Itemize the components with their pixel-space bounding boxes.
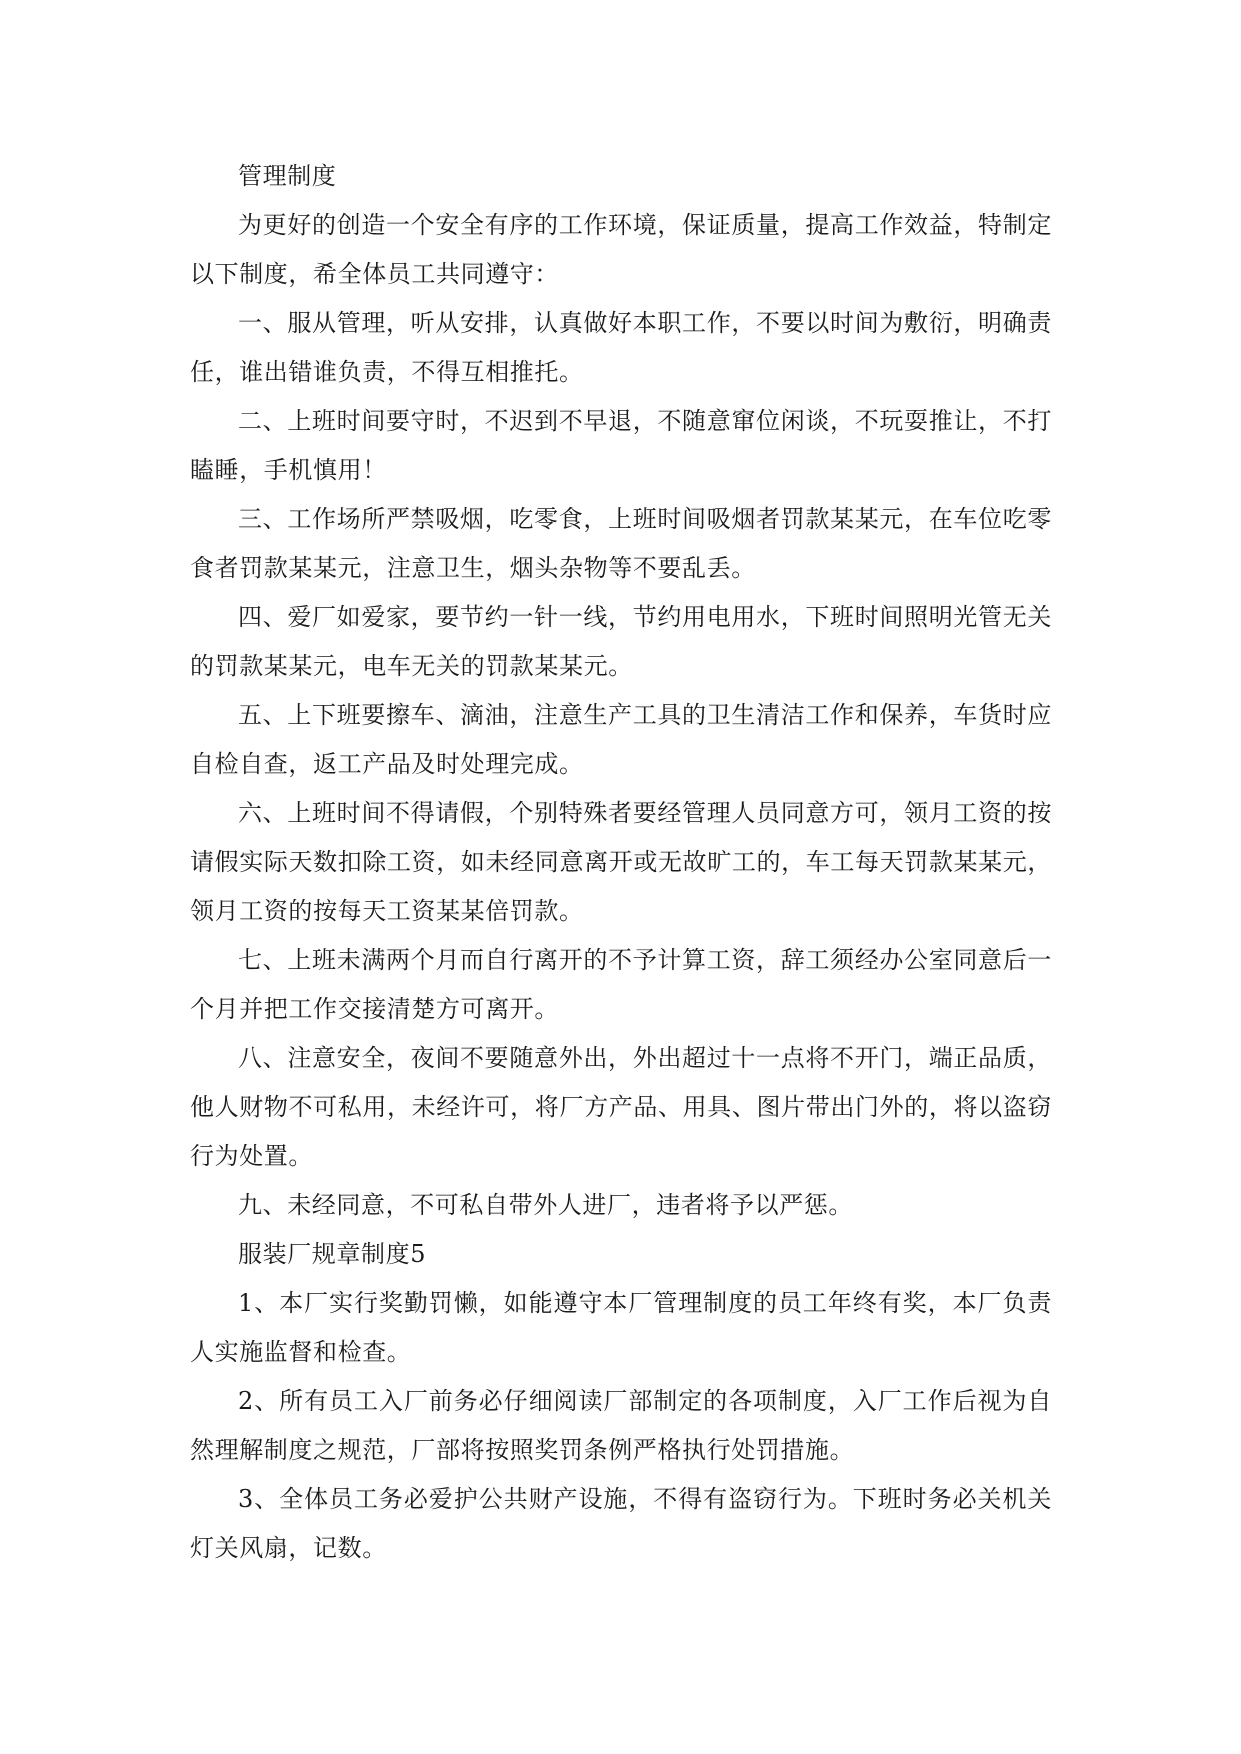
intro-paragraph: 为更好的创造一个安全有序的工作环境，保证质量，提高工作效益，特制定以下制度，希全体员工共同遵守： bbox=[190, 211, 1052, 288]
rule-paragraph-5: 五、上下班要擦车、滴油，注意生产工具的卫生清洁工作和保养，车货时应自检自查，返工产品及时处理完成。 bbox=[190, 701, 1052, 778]
section-title: 管理制度 bbox=[238, 162, 337, 190]
numbered-paragraph-2: 2、所有员工入厂前务必仔细阅读厂部制定的各项制度，入厂工作后视为自然理解制度之规范，厂部将按照奖罚条例严格执行处罚措施。 bbox=[190, 1387, 1052, 1464]
rule-paragraph-3: 三、工作场所严禁吸烟，吃零食，上班时间吸烟者罚款某某元，在车位吃零食者罚款某某元，注意卫生，烟头杂物等不要乱丢。 bbox=[190, 505, 1052, 582]
section-heading: 服装厂规章制度5 bbox=[238, 1240, 427, 1268]
document-body bbox=[190, 152, 1052, 1573]
rule-paragraph-1: 一、服从管理，听从安排，认真做好本职工作，不要以时间为敷衍，明确责任，谁出错谁负责，不得互相推托。 bbox=[190, 309, 1052, 386]
rule-paragraph-2: 二、上班时间要守时，不迟到不早退，不随意窜位闲谈，不玩耍推让，不打瞌睡，手机慎用！ bbox=[190, 407, 1052, 484]
numbered-paragraph-3: 3、全体员工务必爱护公共财产设施，不得有盗窃行为。下班时务必关机关灯关风扇，记数。 bbox=[190, 1485, 1052, 1562]
rule-paragraph-4: 四、爱厂如爱家，要节约一针一线，节约用电用水，下班时间照明光管无关的罚款某某元，电车无关的罚款某某元。 bbox=[190, 603, 1052, 680]
rule-paragraph-6: 六、上班时间不得请假，个别特殊者要经管理人员同意方可，领月工资的按请假实际天数扣除工资，如未经同意离开或无故旷工的，车工每天罚款某某元，领月工资的按每天工资某某倍罚款。 bbox=[190, 799, 1052, 925]
numbered-paragraph-1: 1、本厂实行奖勤罚懒，如能遵守本厂管理制度的员工年终有奖，本厂负责人实施监督和检查。 bbox=[190, 1289, 1052, 1366]
rule-paragraph-9: 九、未经同意，不可私自带外人进厂，违者将予以严惩。 bbox=[238, 1191, 853, 1219]
rule-paragraph-7: 七、上班未满两个月而自行离开的不予计算工资，辞工须经办公室同意后一个月并把工作交接清楚方可离开。 bbox=[190, 946, 1052, 1023]
rule-paragraph-8: 八、注意安全，夜间不要随意外出，外出超过十一点将不开门，端正品质，他人财物不可私用，未经许可，将厂方产品、用具、图片带出门外的，将以盗窃行为处置。 bbox=[190, 1044, 1052, 1170]
